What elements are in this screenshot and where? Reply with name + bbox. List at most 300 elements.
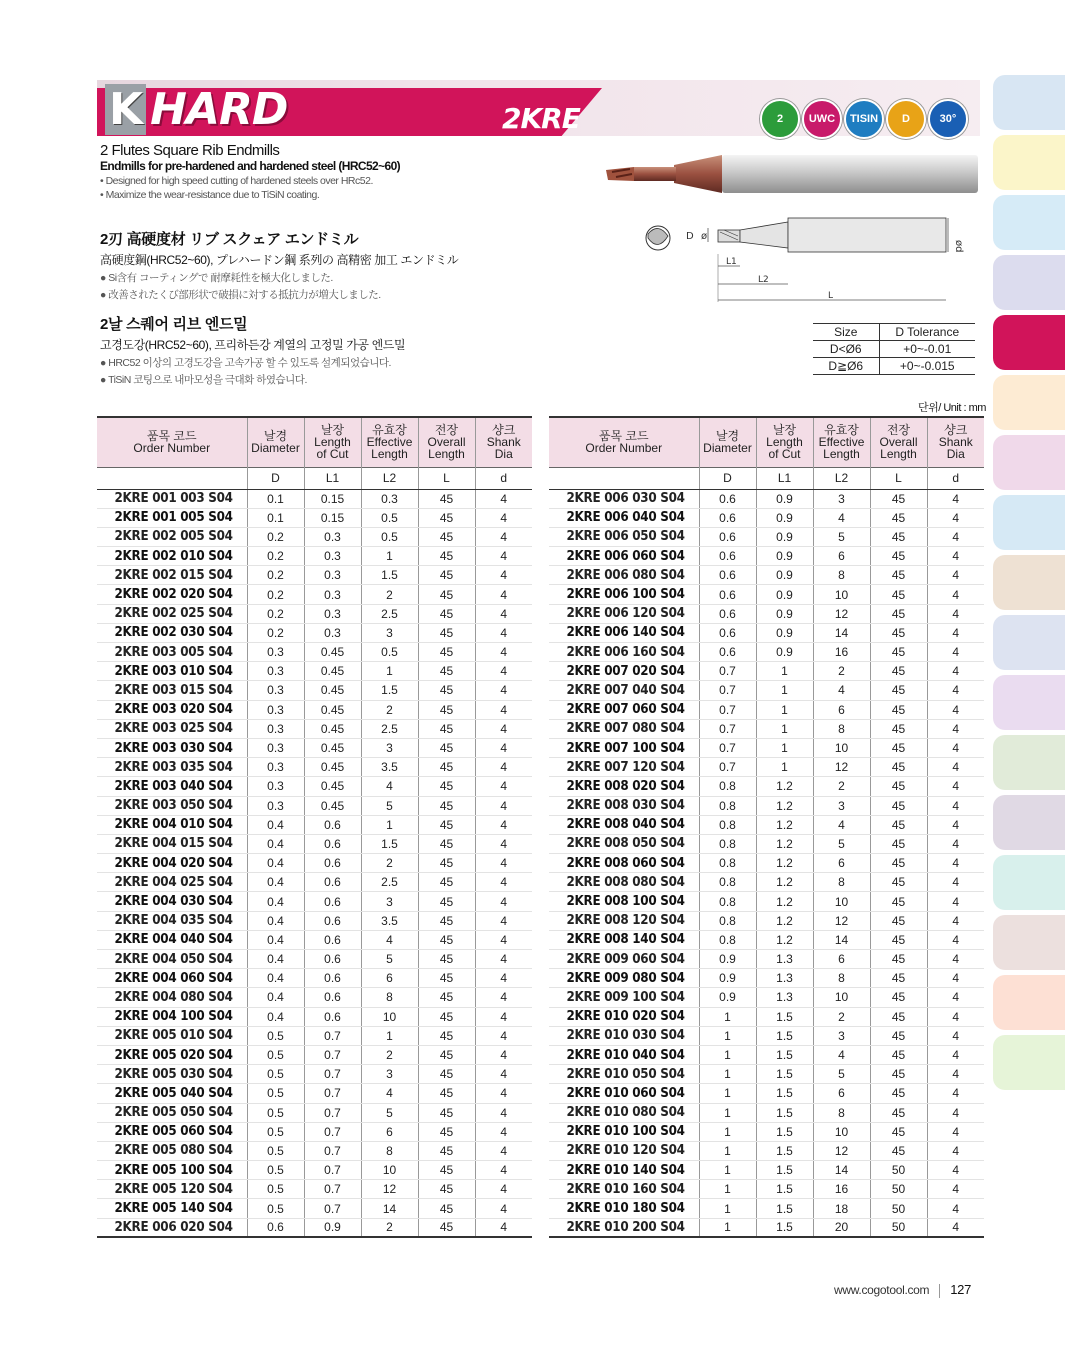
spec-value: 0.7 <box>699 758 756 777</box>
side-tab[interactable] <box>993 315 1065 370</box>
spec-value: 6 <box>813 700 870 719</box>
col-header-length-of-cut: 날장 Length of Cut <box>756 417 813 467</box>
table-row <box>97 643 532 662</box>
spec-value: 4 <box>927 854 984 873</box>
spec-value: 4 <box>927 815 984 834</box>
spec-value: 0.7 <box>699 719 756 738</box>
table-symbol-row <box>549 467 984 489</box>
order-number: 2KRE 004 020 S04 <box>97 854 235 873</box>
spec-value: 0.7 <box>304 1180 361 1199</box>
spec-value: 0.8 <box>699 777 756 796</box>
spec-value: 50 <box>870 1180 927 1199</box>
spec-value: 5 <box>361 796 418 815</box>
spec-value: 45 <box>870 1065 927 1084</box>
spec-value: 0.3 <box>304 566 361 585</box>
table-row <box>549 1026 984 1045</box>
order-number: 2KRE 004 025 S04 <box>97 873 235 892</box>
dimension-drawing <box>640 192 980 304</box>
spec-value: 1.5 <box>361 566 418 585</box>
order-number: 2KRE 010 080 S04 <box>549 1103 687 1122</box>
intro-english <box>100 142 400 201</box>
col-symbol: D <box>699 467 756 489</box>
feature-badge: 2 <box>760 99 800 139</box>
spec-value: 45 <box>870 796 927 815</box>
spec-value: 4 <box>927 585 984 604</box>
order-number: 2KRE 010 180 S04 <box>549 1199 687 1218</box>
table-row <box>97 1141 532 1160</box>
feature-badge: D <box>886 99 926 139</box>
spec-value: 0.2 <box>247 547 304 566</box>
spec-value: 45 <box>870 508 927 527</box>
col-symbol: D <box>247 467 304 489</box>
table-row <box>549 1180 984 1199</box>
side-tab[interactable] <box>993 795 1065 850</box>
spec-value: 1.2 <box>756 834 813 853</box>
footer-url[interactable]: www.cogotool.com <box>834 1283 930 1297</box>
order-number: 2KRE 002 030 S04 <box>97 623 235 642</box>
spec-value: 2 <box>361 1045 418 1064</box>
table-row <box>97 1180 532 1199</box>
spec-value: 0.3 <box>247 643 304 662</box>
order-number: 2KRE 003 015 S04 <box>97 681 235 700</box>
spec-value: 4 <box>927 969 984 988</box>
spec-value: 4 <box>927 527 984 546</box>
tolerance-header-row <box>813 324 975 341</box>
order-number: 2KRE 006 020 S04 <box>97 1218 235 1237</box>
spec-value: 0.7 <box>304 1026 361 1045</box>
spec-value: 3.5 <box>361 758 418 777</box>
spec-value: 0.6 <box>304 988 361 1007</box>
order-number: 2KRE 010 040 S04 <box>549 1045 687 1064</box>
table-row <box>549 1045 984 1064</box>
table-row <box>549 1199 984 1218</box>
table-row <box>97 508 532 527</box>
spec-value: 4 <box>475 1084 532 1103</box>
order-number: 2KRE 005 140 S04 <box>97 1199 235 1218</box>
table-row <box>97 662 532 681</box>
spec-value: 0.2 <box>247 566 304 585</box>
spec-value: 45 <box>418 873 475 892</box>
spec-value: 14 <box>361 1199 418 1218</box>
table-row <box>549 566 984 585</box>
unit-label: 단위/ Unit : mm <box>918 402 986 414</box>
spec-value: 4 <box>927 1045 984 1064</box>
order-number: 2KRE 010 120 S04 <box>549 1141 687 1160</box>
spec-value: 0.6 <box>304 873 361 892</box>
spec-value: 1.2 <box>756 854 813 873</box>
spec-value: 20 <box>813 1218 870 1237</box>
spec-value: 1.5 <box>756 1065 813 1084</box>
order-number: 2KRE 007 020 S04 <box>549 662 687 681</box>
order-number: 2KRE 004 015 S04 <box>97 834 235 853</box>
order-number: 2KRE 006 140 S04 <box>549 623 687 642</box>
order-number: 2KRE 004 010 S04 <box>97 815 235 834</box>
table-row <box>97 700 532 719</box>
intro-en-bullet: • Maximize the wear-resistance due to TiSiN coating. <box>100 189 320 201</box>
table-row <box>97 1218 532 1237</box>
spec-value: 4 <box>475 643 532 662</box>
table-row <box>549 1122 984 1141</box>
spec-value: 1.5 <box>756 1026 813 1045</box>
spec-value: 4 <box>927 547 984 566</box>
spec-value: 4 <box>927 1161 984 1180</box>
table-row <box>549 854 984 873</box>
spec-value: 0.3 <box>361 489 418 508</box>
brand-k-mark: K <box>105 84 146 135</box>
order-number: 2KRE 003 020 S04 <box>97 700 235 719</box>
spec-value: 0.5 <box>361 527 418 546</box>
spec-value: 1.5 <box>361 681 418 700</box>
spec-value: 0.3 <box>304 623 361 642</box>
spec-value: 2 <box>361 700 418 719</box>
side-index-tabs <box>993 75 1065 1095</box>
table-row <box>549 1218 984 1237</box>
spec-value: 50 <box>870 1218 927 1237</box>
spec-value: 1 <box>756 700 813 719</box>
side-tab[interactable] <box>993 195 1065 250</box>
spec-value: 0.2 <box>247 527 304 546</box>
spec-value: 0.45 <box>304 700 361 719</box>
spec-value: 1.2 <box>756 930 813 949</box>
spec-value: 14 <box>813 1161 870 1180</box>
spec-value: 1.5 <box>756 1161 813 1180</box>
spec-value: 1.2 <box>756 873 813 892</box>
table-row <box>97 547 532 566</box>
spec-value: 1.5 <box>361 834 418 853</box>
side-tab[interactable] <box>993 255 1065 310</box>
spec-value: 0.9 <box>756 566 813 585</box>
table-row <box>97 815 532 834</box>
intro-en-title: 2 Flutes Square Rib Endmills <box>100 142 280 159</box>
spec-value: 4 <box>813 508 870 527</box>
order-number: 2KRE 004 080 S04 <box>97 988 235 1007</box>
order-number: 2KRE 001 003 S04 <box>97 489 235 508</box>
spec-value: 45 <box>418 1045 475 1064</box>
spec-value: 0.4 <box>247 892 304 911</box>
spec-value: 1 <box>756 662 813 681</box>
spec-value: 0.8 <box>699 930 756 949</box>
table-row <box>549 834 984 853</box>
order-number: 2KRE 010 020 S04 <box>549 1007 687 1026</box>
spec-value: 1 <box>699 1180 756 1199</box>
order-number: 2KRE 003 035 S04 <box>97 758 235 777</box>
spec-value: 0.9 <box>699 988 756 1007</box>
table-row <box>549 662 984 681</box>
spec-value: 0.5 <box>247 1045 304 1064</box>
spec-value: 0.7 <box>304 1084 361 1103</box>
col-header-shank-dia: 샹크 Shank Dia <box>927 417 984 467</box>
spec-value: 8 <box>813 1103 870 1122</box>
spec-value: 2 <box>813 662 870 681</box>
spec-value: 4 <box>361 1084 418 1103</box>
table-row <box>97 1199 532 1218</box>
spec-value: 4 <box>927 738 984 757</box>
table-row <box>549 777 984 796</box>
order-number: 2KRE 003 010 S04 <box>97 662 235 681</box>
intro-kr-subtitle: 고경도강(HRC52~60), 프리하든강 계열의 고정밀 가공 엔드밀 <box>100 338 406 352</box>
intro-kr-title: 2날 스퀘어 리브 엔드밀 <box>100 316 248 333</box>
spec-value: 4 <box>475 969 532 988</box>
table-row <box>549 527 984 546</box>
col-symbol: L1 <box>304 467 361 489</box>
intro-en-bullet: • Designed for high speed cutting of hardened steels over HRc52. <box>100 175 373 187</box>
spec-value: 4 <box>927 1103 984 1122</box>
spec-value: 4 <box>475 547 532 566</box>
side-tab[interactable] <box>993 555 1065 610</box>
spec-value: 45 <box>870 547 927 566</box>
spec-value: 4 <box>475 892 532 911</box>
spec-value: 1.5 <box>756 1045 813 1064</box>
spec-value: 3 <box>361 623 418 642</box>
side-tab[interactable] <box>993 135 1065 190</box>
page-number: 127 <box>950 1282 972 1297</box>
spec-value: 1 <box>361 1026 418 1045</box>
brand-name: HARD <box>150 84 288 135</box>
spec-value: 4 <box>475 719 532 738</box>
spec-value: 4 <box>475 777 532 796</box>
spec-value: 0.6 <box>304 930 361 949</box>
spec-value: 4 <box>927 700 984 719</box>
table-row <box>97 566 532 585</box>
order-number: 2KRE 005 050 S04 <box>97 1103 235 1122</box>
intro-kr-bullet: ● HRC52 이상의 고경도강을 고속가공 할 수 있도록 설계되었습니다. <box>100 357 391 369</box>
table-row <box>549 643 984 662</box>
spec-value: 0.45 <box>304 758 361 777</box>
spec-value: 10 <box>813 738 870 757</box>
spec-value: 4 <box>475 873 532 892</box>
side-tab[interactable] <box>993 615 1065 670</box>
order-number: 2KRE 005 060 S04 <box>97 1122 235 1141</box>
order-number: 2KRE 010 140 S04 <box>549 1161 687 1180</box>
spec-value: 0.4 <box>247 930 304 949</box>
spec-value: 0.8 <box>699 815 756 834</box>
order-number: 2KRE 001 005 S04 <box>97 508 235 527</box>
table-row <box>549 892 984 911</box>
table-header-row <box>97 417 532 467</box>
brand-logo <box>105 84 287 135</box>
table-row <box>97 1007 532 1026</box>
table-row <box>549 1161 984 1180</box>
spec-value: 45 <box>418 1141 475 1160</box>
spec-value: 1.5 <box>756 1103 813 1122</box>
spec-value: 1 <box>361 547 418 566</box>
table-row <box>97 1103 532 1122</box>
side-tab[interactable] <box>993 855 1065 910</box>
side-tab[interactable] <box>993 675 1065 730</box>
spec-value: 45 <box>418 681 475 700</box>
spec-value: 3 <box>813 489 870 508</box>
spec-value: 0.5 <box>247 1161 304 1180</box>
tolerance-size: D<Ø6 <box>813 341 879 358</box>
col-symbol: d <box>927 467 984 489</box>
col-header-code: 품목 코드 Order Number <box>549 417 699 467</box>
spec-value: 45 <box>418 662 475 681</box>
spec-value: 1.2 <box>756 777 813 796</box>
spec-value: 4 <box>475 527 532 546</box>
spec-value: 4 <box>475 700 532 719</box>
spec-value: 0.6 <box>304 815 361 834</box>
spec-value: 45 <box>870 1103 927 1122</box>
table-row <box>97 1161 532 1180</box>
side-tab[interactable] <box>993 1035 1065 1090</box>
spec-value: 1 <box>699 1141 756 1160</box>
spec-value: 0.6 <box>699 604 756 623</box>
footer-divider <box>939 1284 940 1298</box>
spec-value: 45 <box>418 489 475 508</box>
order-number: 2KRE 010 030 S04 <box>549 1026 687 1045</box>
spec-value: 4 <box>475 1045 532 1064</box>
spec-value: 6 <box>813 1084 870 1103</box>
spec-value: 45 <box>870 911 927 930</box>
spec-value: 0.7 <box>304 1065 361 1084</box>
table-row <box>97 758 532 777</box>
spec-value: 4 <box>475 681 532 700</box>
spec-value: 45 <box>870 1084 927 1103</box>
spec-value: 0.6 <box>304 892 361 911</box>
side-tab[interactable] <box>993 375 1065 430</box>
spec-value: 45 <box>418 585 475 604</box>
table-row <box>549 873 984 892</box>
spec-value: 4 <box>475 815 532 834</box>
spec-value: 0.3 <box>247 758 304 777</box>
order-number: 2KRE 009 080 S04 <box>549 969 687 988</box>
spec-value: 45 <box>870 643 927 662</box>
col-symbol: L2 <box>361 467 418 489</box>
side-tab[interactable] <box>993 915 1065 970</box>
spec-value: 0.9 <box>756 585 813 604</box>
spec-value: 10 <box>361 1161 418 1180</box>
spec-value: 4 <box>927 1199 984 1218</box>
intro-jp-subtitle: 高硬度鋼(HRC52~60), プレハードン鋼 系列の 高精密 加工 エンドミル <box>100 253 459 267</box>
tolerance-table <box>813 323 975 375</box>
side-tab[interactable] <box>993 75 1065 130</box>
order-number: 2KRE 005 040 S04 <box>97 1084 235 1103</box>
spec-value: 50 <box>870 1199 927 1218</box>
col-header-effective-length: 유효장 Effective Length <box>361 417 418 467</box>
spec-value: 45 <box>870 700 927 719</box>
side-tab[interactable] <box>993 495 1065 550</box>
spec-value: 45 <box>418 1161 475 1180</box>
spec-value: 45 <box>870 815 927 834</box>
table-row <box>97 911 532 930</box>
table-row <box>97 489 532 508</box>
spec-value: 5 <box>813 834 870 853</box>
tolerance-value: +0~-0.015 <box>879 358 975 375</box>
spec-value: 1.5 <box>756 1084 813 1103</box>
dim-d-sym: ø <box>701 231 708 242</box>
spec-value: 12 <box>813 1141 870 1160</box>
spec-value: 8 <box>813 719 870 738</box>
order-number: 2KRE 008 020 S04 <box>549 777 687 796</box>
spec-value: 45 <box>870 892 927 911</box>
spec-value: 45 <box>418 834 475 853</box>
spec-value: 0.1 <box>247 508 304 527</box>
order-number: 2KRE 007 080 S04 <box>549 719 687 738</box>
spec-value: 0.3 <box>247 777 304 796</box>
spec-value: 0.6 <box>304 950 361 969</box>
order-number: 2KRE 002 015 S04 <box>97 566 235 585</box>
order-number: 2KRE 010 200 S04 <box>549 1218 687 1237</box>
page-footer <box>834 1282 971 1298</box>
table-row <box>549 604 984 623</box>
table-row <box>97 604 532 623</box>
order-number: 2KRE 006 060 S04 <box>549 547 687 566</box>
spec-value: 0.7 <box>304 1141 361 1160</box>
spec-value: 2 <box>361 854 418 873</box>
spec-value: 45 <box>418 988 475 1007</box>
spec-value: 5 <box>361 950 418 969</box>
spec-value: 6 <box>361 969 418 988</box>
table-row <box>97 988 532 1007</box>
side-tab[interactable] <box>993 435 1065 490</box>
col-symbol: L2 <box>813 467 870 489</box>
spec-value: 1 <box>699 1122 756 1141</box>
order-number: 2KRE 008 060 S04 <box>549 854 687 873</box>
spec-value: 2.5 <box>361 604 418 623</box>
spec-value: 4 <box>927 1180 984 1199</box>
spec-value: 1 <box>756 719 813 738</box>
side-tab[interactable] <box>993 975 1065 1030</box>
spec-value: 14 <box>813 623 870 642</box>
table-row <box>97 738 532 757</box>
spec-value: 0.6 <box>699 527 756 546</box>
spec-value: 0.9 <box>756 527 813 546</box>
col-symbol: L1 <box>756 467 813 489</box>
order-number: 2KRE 004 050 S04 <box>97 950 235 969</box>
table-row <box>549 796 984 815</box>
spec-value: 45 <box>418 796 475 815</box>
spec-value: 4 <box>927 489 984 508</box>
dim-shank-label: ød <box>953 240 964 253</box>
spec-value: 45 <box>418 1122 475 1141</box>
spec-value: 45 <box>418 777 475 796</box>
spec-value: 0.6 <box>699 547 756 566</box>
tolerance-value: +0~-0.01 <box>879 341 975 358</box>
table-header-row <box>549 417 984 467</box>
table-row <box>549 623 984 642</box>
spec-value: 0.7 <box>304 1122 361 1141</box>
order-number: 2KRE 008 120 S04 <box>549 911 687 930</box>
order-number: 2KRE 004 040 S04 <box>97 930 235 949</box>
table-row <box>97 1026 532 1045</box>
spec-value: 45 <box>418 547 475 566</box>
spec-value: 0.7 <box>304 1199 361 1218</box>
spec-value: 1 <box>756 738 813 757</box>
side-tab[interactable] <box>993 735 1065 790</box>
spec-value: 0.45 <box>304 738 361 757</box>
col-header-diameter: 날경 Diameter <box>699 417 756 467</box>
table-row <box>549 930 984 949</box>
order-number: 2KRE 005 010 S04 <box>97 1026 235 1045</box>
table-row <box>549 681 984 700</box>
spec-value: 1.3 <box>756 950 813 969</box>
intro-jp-bullet: ● 改善されたくび部形状で破損に対する抵抗力が増大しました. <box>100 289 381 301</box>
table-row <box>97 834 532 853</box>
spec-value: 4 <box>927 988 984 1007</box>
spec-value: 12 <box>361 1180 418 1199</box>
spec-value: 45 <box>418 892 475 911</box>
spec-value: 0.9 <box>699 969 756 988</box>
spec-value: 1 <box>361 662 418 681</box>
spec-value: 4 <box>475 604 532 623</box>
product-table-right <box>549 416 984 1238</box>
spec-value: 4 <box>475 834 532 853</box>
spec-value: 45 <box>870 1045 927 1064</box>
spec-value: 0.9 <box>756 508 813 527</box>
spec-value: 4 <box>475 738 532 757</box>
spec-value: 1 <box>699 1084 756 1103</box>
spec-value: 4 <box>475 796 532 815</box>
